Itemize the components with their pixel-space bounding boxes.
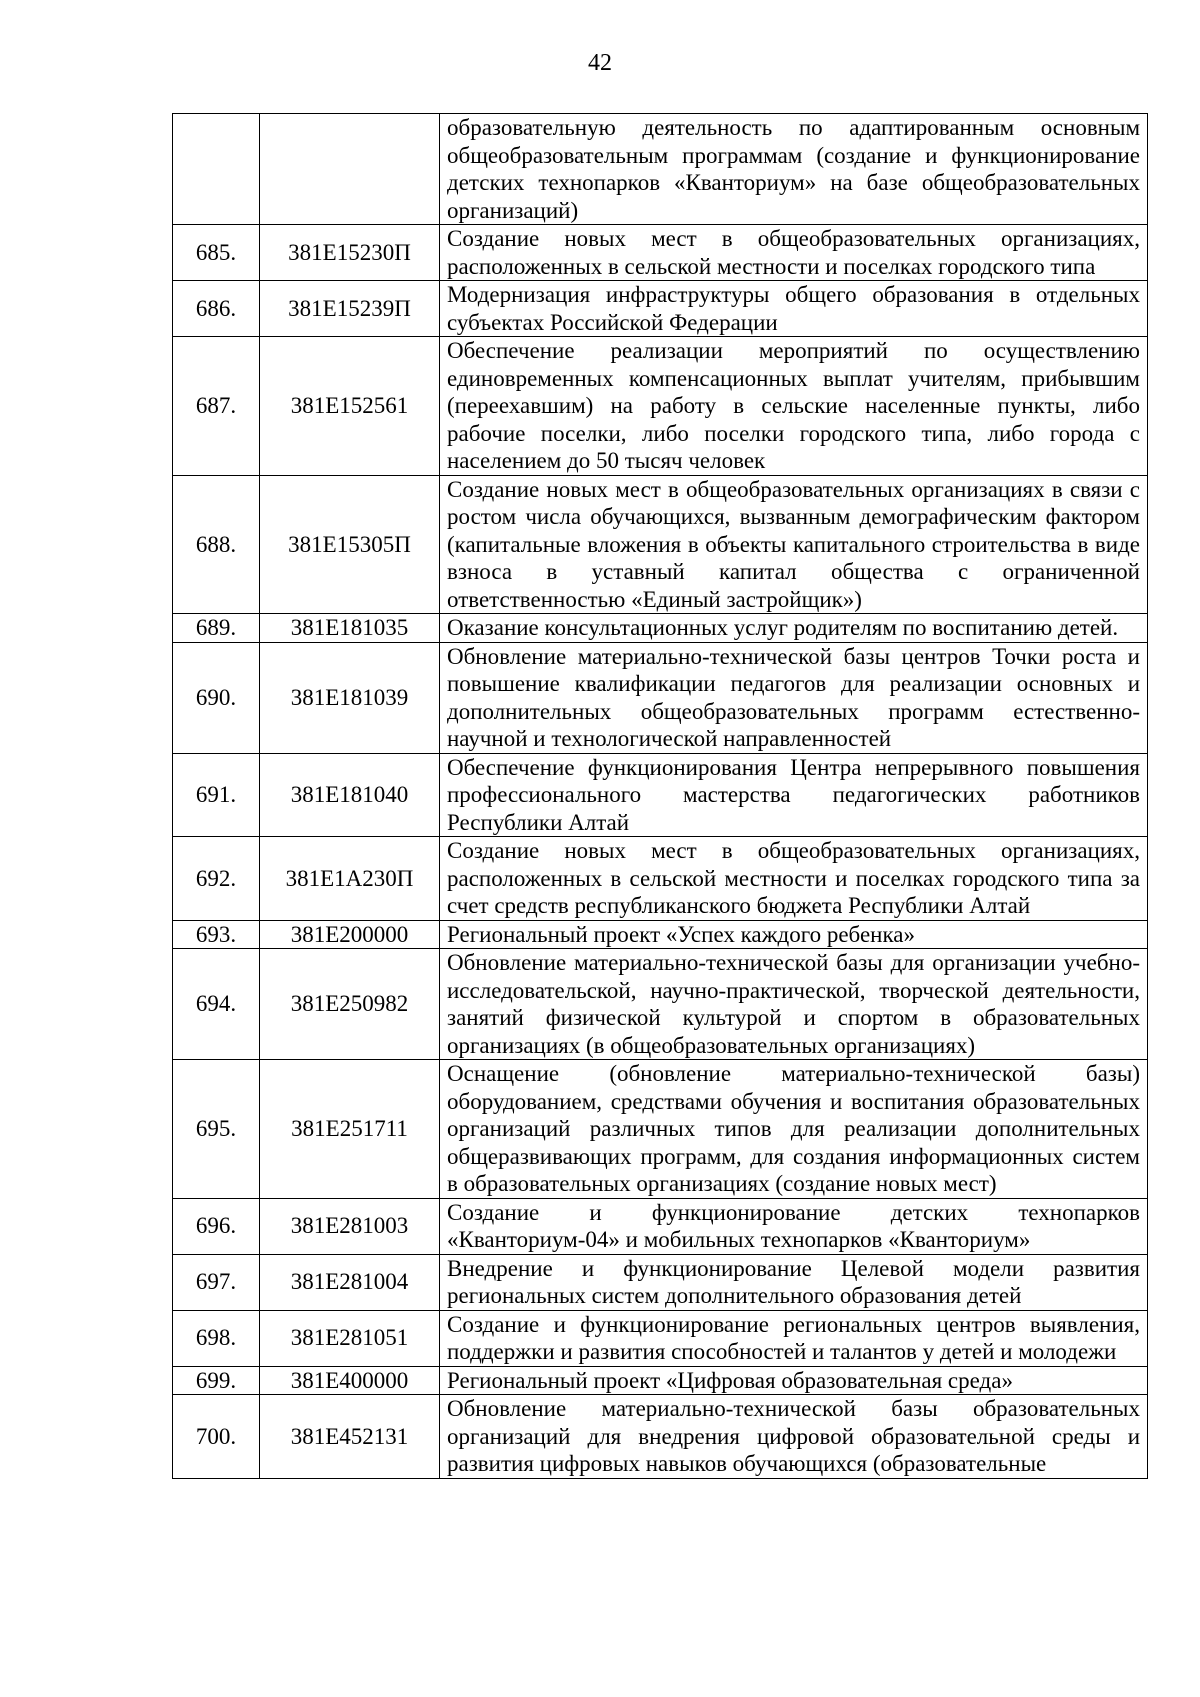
table-row	[173, 1060, 1148, 1199]
row-description: Региональный проект «Цифровая образовательная среда»	[440, 1366, 1148, 1395]
row-number: 687.	[173, 337, 260, 476]
page-number: 42	[588, 50, 612, 76]
table-row	[173, 837, 1148, 921]
row-description: Региональный проект «Успех каждого ребенка»	[440, 920, 1148, 949]
row-code: 381E281004	[260, 1254, 440, 1310]
table-row	[173, 753, 1148, 837]
row-code: 381E400000	[260, 1366, 440, 1395]
row-code: 381E181039	[260, 642, 440, 753]
row-number: 698.	[173, 1310, 260, 1366]
row-description: Модернизация инфраструктуры общего образования в отдельных субъектах Российской Федерации	[440, 281, 1148, 337]
row-number: 688.	[173, 475, 260, 614]
row-description: Создание и функционирование детских технопарков «Кванториум-04» и мобильных технопарков «Кванториум»	[440, 1198, 1148, 1254]
row-number: 695.	[173, 1060, 260, 1199]
row-description: Оказание консультационных услуг родителям по воспитанию детей.	[440, 614, 1148, 643]
table-row	[173, 949, 1148, 1060]
row-code: 381E1A230П	[260, 837, 440, 921]
table-row	[173, 1395, 1148, 1479]
table-row	[173, 225, 1148, 281]
row-number: 700.	[173, 1395, 260, 1479]
row-code: 381E281051	[260, 1310, 440, 1366]
row-description: Обеспечение функционирования Центра непрерывного повышения профессионального мастерства педагогических работников Республики Алтай	[440, 753, 1148, 837]
row-code: 381E281003	[260, 1198, 440, 1254]
row-number: 686.	[173, 281, 260, 337]
table-row	[173, 337, 1148, 476]
row-description: Обновление материально-технической базы образовательных организаций для внедрения цифровой образовательной среды и развития цифровых навыков обучающихся (образовательные	[440, 1395, 1148, 1479]
row-number: 691.	[173, 753, 260, 837]
row-number: 689.	[173, 614, 260, 643]
table-row	[173, 114, 1148, 225]
row-code: 381E15239П	[260, 281, 440, 337]
row-description: Создание новых мест в общеобразовательных организациях, расположенных в сельской местности и поселках городского типа за счет средств республиканского бюджета Республики Алтай	[440, 837, 1148, 921]
row-code: 381E181035	[260, 614, 440, 643]
row-description: образовательную деятельность по адаптированным основным общеобразовательным программам (создание и функционирование детских технопарков «Кванториум» на базе общеобразовательных организаций)	[440, 114, 1148, 225]
row-description: Создание и функционирование региональных центров выявления, поддержки и развития способностей и талантов у детей и молодежи	[440, 1310, 1148, 1366]
row-code	[260, 114, 440, 225]
row-number: 697.	[173, 1254, 260, 1310]
row-description: Создание новых мест в общеобразовательных организациях, расположенных в сельской местности и поселках городского типа	[440, 225, 1148, 281]
row-code: 381E251711	[260, 1060, 440, 1199]
table-row	[173, 1254, 1148, 1310]
budget-code-table	[172, 113, 1148, 1479]
row-number: 693.	[173, 920, 260, 949]
row-code: 381E15230П	[260, 225, 440, 281]
row-description: Оснащение (обновление материально-технической базы) оборудованием, средствами обучения и воспитания образовательных организаций различных типов для реализации дополнительных общеразвивающих программ, для создания информационных систем в образовательных организациях (создание новых мест)	[440, 1060, 1148, 1199]
row-number: 692.	[173, 837, 260, 921]
table-row	[173, 614, 1148, 643]
table-row	[173, 281, 1148, 337]
row-number: 694.	[173, 949, 260, 1060]
row-description: Обеспечение реализации мероприятий по осуществлению единовременных компенсационных выплат учителям, прибывшим (переехавшим) на работу в сельские населенные пункты, либо рабочие поселки, либо поселки городского типа, либо города с населением до 50 тысяч человек	[440, 337, 1148, 476]
row-number: 690.	[173, 642, 260, 753]
table-row	[173, 642, 1148, 753]
row-code: 381E200000	[260, 920, 440, 949]
row-code: 381E152561	[260, 337, 440, 476]
row-code: 381E15305П	[260, 475, 440, 614]
row-number: 699.	[173, 1366, 260, 1395]
row-description: Внедрение и функционирование Целевой модели развития региональных систем дополнительного образования детей	[440, 1254, 1148, 1310]
row-number: 685.	[173, 225, 260, 281]
row-number	[173, 114, 260, 225]
table-row	[173, 920, 1148, 949]
row-code: 381E452131	[260, 1395, 440, 1479]
table-row	[173, 475, 1148, 614]
row-code: 381E250982	[260, 949, 440, 1060]
table-row	[173, 1366, 1148, 1395]
table-row	[173, 1310, 1148, 1366]
row-code: 381E181040	[260, 753, 440, 837]
row-number: 696.	[173, 1198, 260, 1254]
row-description: Создание новых мест в общеобразовательных организациях в связи с ростом числа обучающихся, вызванным демографическим фактором (капитальные вложения в объекты капитального строительства в виде взноса в уставный капитал общества с ограниченной ответственностью «Единый застройщик»)	[440, 475, 1148, 614]
table-row	[173, 1198, 1148, 1254]
row-description: Обновление материально-технической базы центров Точки роста и повышение квалификации педагогов для реализации основных и дополнительных общеобразовательных программ естественно-научной и технологической направленностей	[440, 642, 1148, 753]
row-description: Обновление материально-технической базы для организации учебно-исследовательской, научно-практической, творческой деятельности, занятий физической культурой и спортом в образовательных организациях (в общеобразовательных организациях)	[440, 949, 1148, 1060]
